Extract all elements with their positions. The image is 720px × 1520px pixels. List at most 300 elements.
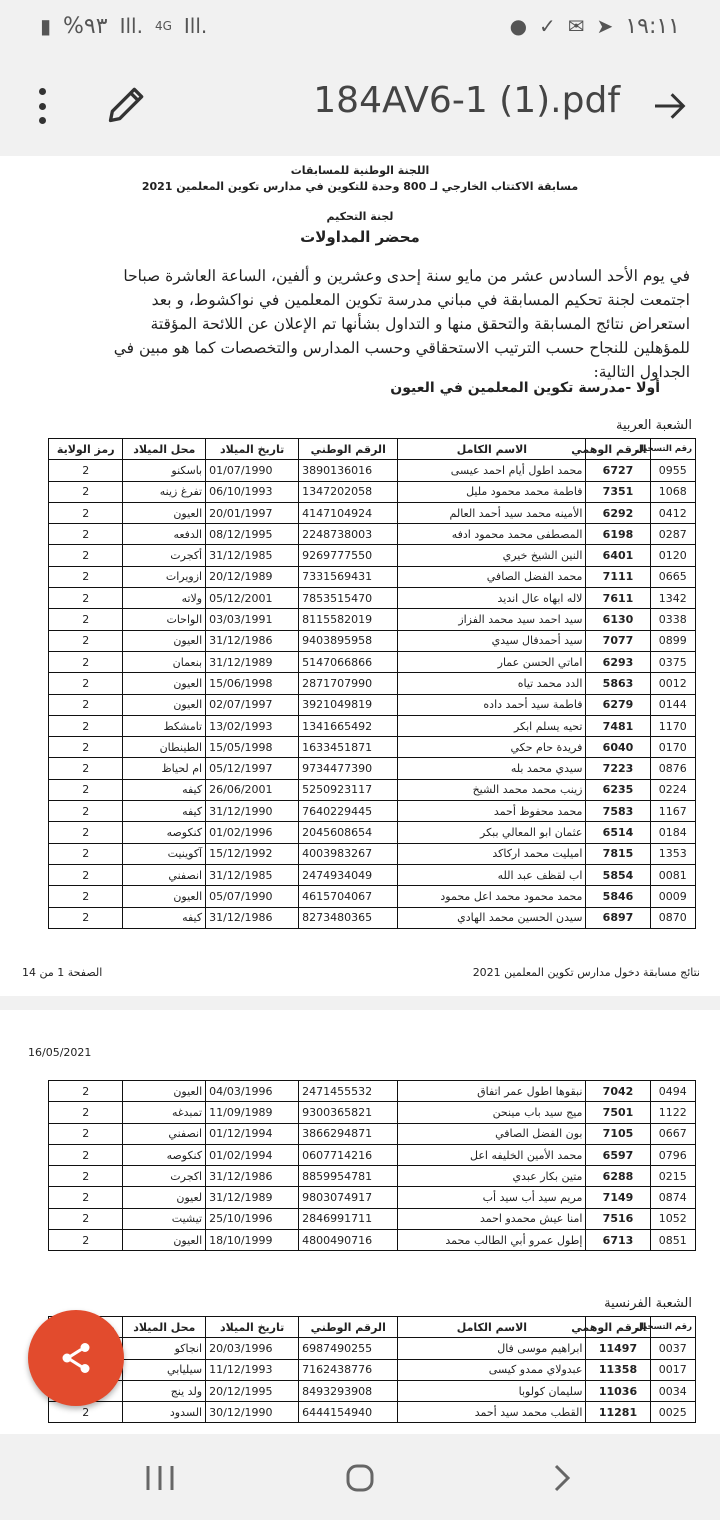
wilaya-code: 2 (49, 1230, 123, 1251)
table-row (49, 481, 696, 502)
wilaya-code: 2 (49, 779, 123, 800)
wilaya-code: 2 (49, 864, 123, 885)
reg-number: 0665 (650, 566, 695, 587)
table-row (49, 673, 696, 694)
document-date: 16/05/2021 (28, 1046, 92, 1059)
section-title: أولا -مدرسة تكوين المعلمين في العيون (390, 380, 660, 396)
reg-number: 0017 (650, 1359, 695, 1380)
col-dob: تاريخ الميلاد (206, 1317, 299, 1338)
full-name: اميليت محمد اركاكد (398, 843, 586, 864)
chat-icon: ✉ (567, 14, 585, 38)
national-id: 2471455532 (299, 1081, 398, 1102)
wilaya-code: 2 (49, 630, 123, 651)
wilaya-code: 2 (49, 1187, 123, 1208)
birth-place: بنعمان (123, 651, 206, 672)
reg-number: 1068 (650, 481, 695, 502)
table-row (49, 694, 696, 715)
reg-number: 0215 (650, 1166, 695, 1187)
full-name: الدد محمد تياه (398, 673, 586, 694)
birth-date: 31/12/1986 (206, 1166, 299, 1187)
anon-code: 6292 (586, 502, 650, 523)
birth-date: 26/06/2001 (206, 779, 299, 800)
table-row (49, 524, 696, 545)
reg-number: 0012 (650, 673, 695, 694)
committee-label: لجنة التحكيم (326, 210, 394, 223)
national-id: 8859954781 (299, 1166, 398, 1187)
wilaya-code: 2 (49, 1123, 123, 1144)
table-row (49, 1187, 696, 1208)
wilaya-code: 2 (49, 886, 123, 907)
birth-place: العيون (123, 886, 206, 907)
birth-date: 04/03/1996 (206, 1081, 299, 1102)
birth-place: الطينطان (123, 737, 206, 758)
table-row (49, 737, 696, 758)
full-name: المصطفى محمد محمود ادفه (398, 524, 586, 545)
birth-date: 05/12/2001 (206, 588, 299, 609)
birth-date: 31/12/1985 (206, 864, 299, 885)
back-icon[interactable] (544, 1462, 584, 1494)
reg-number: 0287 (650, 524, 695, 545)
anon-code: 7149 (586, 1187, 650, 1208)
national-id: 9300365821 (299, 1102, 398, 1123)
col-reg: رقم التسجيل (650, 439, 695, 460)
anon-code: 6401 (586, 545, 650, 566)
reg-number: 0851 (650, 1230, 695, 1251)
national-id: 5250923117 (299, 779, 398, 800)
birth-place: انصفني (123, 1123, 206, 1144)
table-row (49, 588, 696, 609)
anon-code: 7501 (586, 1102, 650, 1123)
dot-icon: ● (509, 14, 528, 38)
table-row (49, 1338, 696, 1359)
anon-code: 6897 (586, 907, 650, 928)
anon-code: 11036 (586, 1380, 650, 1401)
birth-place: أكجرت (123, 545, 206, 566)
birth-place: تيشيت (123, 1208, 206, 1229)
branch-label-french: الشعبة الفرنسية (604, 1296, 692, 1311)
reg-number: 0037 (650, 1338, 695, 1359)
org-name: اللجنة الوطنية للمسابقات (290, 164, 430, 177)
full-name: نبقوها اطول عمر اتفاق (398, 1081, 586, 1102)
birth-place: كيفه (123, 779, 206, 800)
battery-level: %٩٣ (63, 13, 108, 39)
national-id: 1633451871 (299, 737, 398, 758)
birth-place: ازويرات (123, 566, 206, 587)
table-row (49, 1081, 696, 1102)
anon-code: 7111 (586, 566, 650, 587)
home-icon[interactable] (340, 1462, 380, 1494)
national-id: 7331569431 (299, 566, 398, 587)
table-row (49, 801, 696, 822)
reg-number: 0494 (650, 1081, 695, 1102)
full-name: عبدولاي ممدو كيسى (398, 1359, 586, 1380)
anon-code: 6198 (586, 524, 650, 545)
birth-date: 31/12/1986 (206, 907, 299, 928)
birth-date: 11/09/1989 (206, 1102, 299, 1123)
table-row (49, 822, 696, 843)
anon-code: 5863 (586, 673, 650, 694)
anon-code: 7481 (586, 715, 650, 736)
full-name: لاله ابهاه عال انديد (398, 588, 586, 609)
wilaya-code: 2 (49, 822, 123, 843)
reg-number: 0224 (650, 779, 695, 800)
anon-code: 7077 (586, 630, 650, 651)
results-table-french (48, 1316, 696, 1423)
more-vert-icon[interactable] (30, 88, 54, 124)
full-name: القطب محمد سيد أحمد (398, 1402, 586, 1423)
reg-number: 1122 (650, 1102, 695, 1123)
col-reg: رقم التسجيل (650, 1317, 695, 1338)
reg-number: 0025 (650, 1402, 695, 1423)
col-place: محل الميلاد (123, 439, 206, 460)
full-name: متين بكار عبدي (398, 1166, 586, 1187)
anon-code: 7516 (586, 1208, 650, 1229)
share-icon (58, 1340, 94, 1376)
national-id: 7162438776 (299, 1359, 398, 1380)
anon-code: 6514 (586, 822, 650, 843)
wilaya-code: 2 (49, 673, 123, 694)
national-id: 8493293908 (299, 1380, 398, 1401)
full-name: ابراهيم موسى فال (398, 1338, 586, 1359)
anon-code: 6040 (586, 737, 650, 758)
national-id: 7853515470 (299, 588, 398, 609)
full-name: مريم سيد أب سيد أب (398, 1187, 586, 1208)
reg-number: 0899 (650, 630, 695, 651)
table-row (49, 1166, 696, 1187)
wilaya-code: 2 (49, 715, 123, 736)
birth-date: 02/07/1997 (206, 694, 299, 715)
anon-code: 5854 (586, 864, 650, 885)
pencil-icon[interactable] (105, 82, 149, 126)
national-id: 7640229445 (299, 801, 398, 822)
table-row (49, 1230, 696, 1251)
birth-date: 15/12/1992 (206, 843, 299, 864)
reg-number: 0955 (650, 460, 695, 481)
table-row (49, 1144, 696, 1165)
birth-date: 11/12/1993 (206, 1359, 299, 1380)
anon-code: 7042 (586, 1081, 650, 1102)
anon-code: 6713 (586, 1230, 650, 1251)
document-title: 184AV6-1 (1).pdf (313, 80, 620, 121)
col-code: الرقم الوهمي (586, 1317, 650, 1338)
reg-number: 0412 (650, 502, 695, 523)
birth-place: العيون (123, 1081, 206, 1102)
birth-date: 01/12/1994 (206, 1123, 299, 1144)
full-name: سيدن الحسين محمد الهادي (398, 907, 586, 928)
national-id: 5147066866 (299, 651, 398, 672)
birth-place: انصفني (123, 864, 206, 885)
signal-icon: Ill. (119, 14, 143, 38)
birth-date: 01/02/1996 (206, 822, 299, 843)
national-id: 4800490716 (299, 1230, 398, 1251)
download-done-icon: ✓ (539, 14, 556, 38)
full-name: ميج سيد باب مينحن (398, 1102, 586, 1123)
reg-number: 0184 (650, 822, 695, 843)
full-name: إطول عمرو أبي الطالب محمد (398, 1230, 586, 1251)
clock: ١٩:١١ (625, 13, 680, 39)
col-place: محل الميلاد (123, 1317, 206, 1338)
reg-number: 0375 (650, 651, 695, 672)
birth-place: كنكوصه (123, 1144, 206, 1165)
anon-code: 6130 (586, 609, 650, 630)
wilaya-code: 2 (49, 460, 123, 481)
birth-date: 20/12/1995 (206, 1380, 299, 1401)
battery-icon: ▮ (40, 14, 52, 38)
wilaya-code: 2 (49, 481, 123, 502)
birth-date: 05/07/1990 (206, 886, 299, 907)
national-id: 4003983267 (299, 843, 398, 864)
intro-paragraph: في يوم الأحد السادس عشر من مايو سنة إحدى وعشرين و ألفين، الساعة العاشرة صباحا اجتمعت لجنة تحكيم المسابقة في مباني مدرسة تكوين المعلمين في نواكشوط، و بعد استعراض نتائج المسابقة والتحقق منها و التداول بشأنها تم الإعلان عن اللائحة المؤقتة للمؤهلين للنجاح حسب الترتيب الاستحقاقي وحسب المدارس والتخصصات كما هو مبين في الجداول التالية: (113, 267, 690, 381)
footer-right: نتائج مسابقة دخول مدارس تكوين المعلمين 2021 (472, 966, 700, 979)
full-name: محمد محفوظ أحمد (398, 801, 586, 822)
birth-place: العيون (123, 630, 206, 651)
table-row (49, 545, 696, 566)
anon-code: 6235 (586, 779, 650, 800)
col-name: الاسم الكامل (398, 439, 586, 460)
reg-number: 0870 (650, 907, 695, 928)
wilaya-code: 2 (49, 1166, 123, 1187)
reg-number: 0170 (650, 737, 695, 758)
national-id: 4615704067 (299, 886, 398, 907)
national-id: 1341665492 (299, 715, 398, 736)
col-code: الرقم الوهمي (586, 439, 650, 460)
anon-code: 7105 (586, 1123, 650, 1144)
document-heading: محضر المداولات (300, 228, 420, 246)
full-name: محمد الأمين الخليفه اعل (398, 1144, 586, 1165)
wilaya-code: 2 (49, 1144, 123, 1165)
anon-code: 7815 (586, 843, 650, 864)
wilaya-code: 2 (49, 1208, 123, 1229)
wilaya-code: 2 (49, 502, 123, 523)
reg-number: 0144 (650, 694, 695, 715)
table-row (49, 715, 696, 736)
network-type: 4G (154, 19, 172, 33)
table-row (49, 1380, 696, 1401)
birth-place: سيليابي (123, 1359, 206, 1380)
table-row (49, 566, 696, 587)
wilaya-code: 2 (49, 1102, 123, 1123)
full-name: عثمان ابو المعالي ببكر (398, 822, 586, 843)
national-id: 8273480365 (299, 907, 398, 928)
table-row (49, 609, 696, 630)
full-name: اب لقظف عبد الله (398, 864, 586, 885)
table-row (49, 1123, 696, 1144)
table-row (49, 779, 696, 800)
anon-code: 6288 (586, 1166, 650, 1187)
table-row (49, 630, 696, 651)
full-name: زينب محمد محمد الشيخ (398, 779, 586, 800)
reg-number: 0876 (650, 758, 695, 779)
reg-number: 0874 (650, 1187, 695, 1208)
national-id: 0607714216 (299, 1144, 398, 1165)
birth-place: الدفعه (123, 524, 206, 545)
national-id: 6444154940 (299, 1402, 398, 1423)
results-table-arabic (48, 438, 696, 929)
full-name: سيد أحمدفال سيدي (398, 630, 586, 651)
recent-apps-icon[interactable] (140, 1462, 180, 1494)
birth-place: ولاته (123, 588, 206, 609)
table-row (49, 1208, 696, 1229)
birth-date: 20/12/1989 (206, 566, 299, 587)
national-id: 9803074917 (299, 1187, 398, 1208)
birth-date: 15/05/1998 (206, 737, 299, 758)
anon-code: 6293 (586, 651, 650, 672)
full-name: الأمينه محمد سيد أحمد العالم (398, 502, 586, 523)
results-table-arabic-cont (48, 1080, 696, 1251)
anon-code: 5846 (586, 886, 650, 907)
full-name: تحيه يسلم ابكر (398, 715, 586, 736)
reg-number: 1167 (650, 801, 695, 822)
table-row (49, 502, 696, 523)
reg-number: 0009 (650, 886, 695, 907)
wilaya-code: 2 (49, 1402, 123, 1423)
table-header (49, 439, 696, 460)
anon-code: 7223 (586, 758, 650, 779)
national-id: 1347202058 (299, 481, 398, 502)
branch-label-arabic: الشعبة العربية (616, 418, 692, 433)
table-row (49, 460, 696, 481)
table-row (49, 758, 696, 779)
anon-code: 11281 (586, 1402, 650, 1423)
birth-place: ام لحياظ (123, 758, 206, 779)
wilaya-code: 2 (49, 651, 123, 672)
contest-title: مسابقة الاكتتاب الخارجي لـ 800 وحدة للتكوين في مدارس تكوين المعلمين 2021 (141, 180, 579, 193)
share-button[interactable] (28, 1310, 124, 1406)
table-row (49, 907, 696, 928)
birth-place: كيفه (123, 801, 206, 822)
national-id: 2248738003 (299, 524, 398, 545)
birth-date: 20/03/1996 (206, 1338, 299, 1359)
table-row (49, 886, 696, 907)
table-row (49, 651, 696, 672)
national-id: 8115582019 (299, 609, 398, 630)
reg-number: 1342 (650, 588, 695, 609)
birth-date: 31/12/1986 (206, 630, 299, 651)
reg-number: 0081 (650, 864, 695, 885)
birth-place: تامشكط (123, 715, 206, 736)
birth-date: 08/12/1995 (206, 524, 299, 545)
birth-date: 03/03/1991 (206, 609, 299, 630)
birth-date: 13/02/1993 (206, 715, 299, 736)
pdf-page-1[interactable] (0, 156, 720, 996)
table-row (49, 843, 696, 864)
col-nni: الرقم الوطني (299, 439, 398, 460)
wilaya-code: 2 (49, 801, 123, 822)
national-id: 9403895958 (299, 630, 398, 651)
national-id: 3921049819 (299, 694, 398, 715)
birth-place: العيون (123, 1230, 206, 1251)
birth-date: 31/12/1989 (206, 651, 299, 672)
full-name: فاطمة محمد محمود مليل (398, 481, 586, 502)
national-id: 2045608654 (299, 822, 398, 843)
birth-date: 30/12/1990 (206, 1402, 299, 1423)
birth-date: 25/10/1996 (206, 1208, 299, 1229)
birth-place: لعيون (123, 1187, 206, 1208)
full-name: سيدي محمد بله (398, 758, 586, 779)
birth-place: الواحات (123, 609, 206, 630)
national-id: 3866294871 (299, 1123, 398, 1144)
signal-icon-2: Ill. (183, 14, 208, 38)
wilaya-code: 2 (49, 694, 123, 715)
col-name: الاسم الكامل (398, 1317, 586, 1338)
reg-number: 0796 (650, 1144, 695, 1165)
birth-place: تفرغ زينه (123, 481, 206, 502)
birth-place: السدود (123, 1402, 206, 1423)
anon-code: 7351 (586, 481, 650, 502)
birth-date: 01/07/1990 (206, 460, 299, 481)
anon-code: 11497 (586, 1338, 650, 1359)
birth-place: تمبدغه (123, 1102, 206, 1123)
full-name: سيد احمد سيد محمد الفزاز (398, 609, 586, 630)
navigation-bar (0, 1436, 720, 1520)
birth-date: 31/12/1990 (206, 801, 299, 822)
footer-left: الصفحة 1 من 14 (22, 966, 103, 979)
arrow-right-icon[interactable] (650, 86, 690, 126)
birth-date: 31/12/1985 (206, 545, 299, 566)
birth-place: آكوينيت (123, 843, 206, 864)
birth-place: كيفه (123, 907, 206, 928)
wilaya-code: 2 (49, 1081, 123, 1102)
full-name: محمد اطول أيام احمد عيسى (398, 460, 586, 481)
table-row (49, 1102, 696, 1123)
wilaya-code: 2 (49, 758, 123, 779)
full-name: محمد محمود محمد اعل محمود (398, 886, 586, 907)
national-id: 2474934049 (299, 864, 398, 885)
anon-code: 7583 (586, 801, 650, 822)
national-id: 2871707990 (299, 673, 398, 694)
birth-date: 31/12/1989 (206, 1187, 299, 1208)
national-id: 6987490255 (299, 1338, 398, 1359)
full-name: النين الشيخ خيري (398, 545, 586, 566)
wilaya-code: 2 (49, 545, 123, 566)
col-nni: الرقم الوطني (299, 1317, 398, 1338)
wilaya-code: 2 (49, 609, 123, 630)
table-row (49, 1402, 696, 1423)
wilaya-code: 2 (49, 737, 123, 758)
birth-place: اكجرت (123, 1166, 206, 1187)
birth-date: 18/10/1999 (206, 1230, 299, 1251)
national-id: 3890136016 (299, 460, 398, 481)
wilaya-code: 2 (49, 566, 123, 587)
birth-date: 20/01/1997 (206, 502, 299, 523)
anon-code: 7611 (586, 588, 650, 609)
full-name: اماتي الحسن عمار (398, 651, 586, 672)
birth-date: 05/12/1997 (206, 758, 299, 779)
telegram-icon: ➤ (596, 14, 614, 38)
reg-number: 1170 (650, 715, 695, 736)
birth-place: ولد ينج (123, 1380, 206, 1401)
reg-number: 0667 (650, 1123, 695, 1144)
national-id: 9269777550 (299, 545, 398, 566)
birth-place: باسكنو (123, 460, 206, 481)
col-dob: تاريخ الميلاد (206, 439, 299, 460)
birth-place: انجاكو (123, 1338, 206, 1359)
full-name: سليمان كولوبا (398, 1380, 586, 1401)
birth-place: العيون (123, 673, 206, 694)
reg-number: 0034 (650, 1380, 695, 1401)
birth-place: العيون (123, 694, 206, 715)
reg-number: 1052 (650, 1208, 695, 1229)
anon-code: 6727 (586, 460, 650, 481)
birth-date: 15/06/1998 (206, 673, 299, 694)
reg-number: 1353 (650, 843, 695, 864)
national-id: 4147104924 (299, 502, 398, 523)
reg-number: 0338 (650, 609, 695, 630)
table-row (49, 864, 696, 885)
reg-number: 0120 (650, 545, 695, 566)
birth-place: العيون (123, 502, 206, 523)
app-bar (0, 52, 720, 156)
